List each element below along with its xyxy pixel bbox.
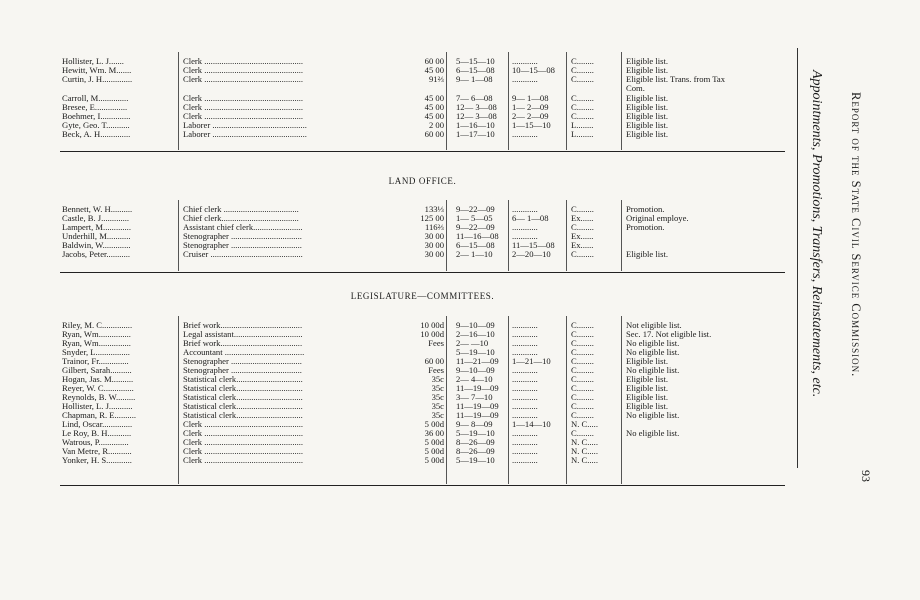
appointment-date: 9—10—09 <box>456 366 495 375</box>
employee-name: Ryan, Wm............... <box>62 339 131 348</box>
appointment-date: 1— 5—05 <box>456 214 493 223</box>
salary-value: 35c <box>431 393 444 402</box>
termination-date: ............ <box>512 75 538 84</box>
remarks-text: Original employe. <box>626 214 689 223</box>
position-title: Clerk .............................................. <box>183 57 304 66</box>
remarks-text: No eligible list. <box>626 411 680 420</box>
employee-name: Lampert, M............. <box>62 223 131 232</box>
remarks-text: Promotion. <box>626 223 665 232</box>
salary-value: 60 00 <box>424 357 444 366</box>
employee-name: Gyte, Geo. T........... <box>62 121 130 130</box>
employee-name: Trainor, Fr.............. <box>62 357 129 366</box>
table-row <box>0 348 920 357</box>
employee-name: Jacobs, Peter........... <box>62 250 131 259</box>
status-code: C........ <box>571 103 594 112</box>
position-title: Brief work...................................... <box>183 321 303 330</box>
salary-value: 36 00 <box>424 429 444 438</box>
status-code: N. C..... <box>571 438 598 447</box>
position-title: Stenographer ................................. <box>183 357 302 366</box>
remarks-text: No eligible list. <box>626 348 680 357</box>
remarks-text: Eligible list. <box>626 94 669 103</box>
termination-date: ............ <box>512 321 538 330</box>
salary-value: 2 00 <box>428 121 444 130</box>
status-code: N. C..... <box>571 447 598 456</box>
table-row <box>0 429 920 438</box>
salary-value: 30 00 <box>424 241 444 250</box>
remarks-text: Eligible list. <box>626 112 669 121</box>
table-row <box>0 321 920 330</box>
table-row <box>0 121 920 130</box>
termination-date: ............ <box>512 205 538 214</box>
status-code: C........ <box>571 393 594 402</box>
remarks-text: Eligible list. <box>626 250 669 259</box>
position-title: Clerk .............................................. <box>183 112 304 121</box>
position-title: Clerk .............................................. <box>183 75 304 84</box>
appointment-date: 5—15—10 <box>456 57 495 66</box>
salary-value: 5 00d <box>424 438 444 447</box>
position-title: Stenographer ................................. <box>183 232 302 241</box>
termination-date: ............ <box>512 384 538 393</box>
table-row <box>0 456 920 465</box>
sidebar-rule <box>797 48 798 468</box>
remarks-text: No eligible list. <box>626 429 680 438</box>
position-title: Clerk .............................................. <box>183 94 304 103</box>
salary-value: 60 00 <box>424 130 444 139</box>
termination-date: ............ <box>512 429 538 438</box>
status-code: C........ <box>571 223 594 232</box>
salary-value: 35c <box>431 411 444 420</box>
status-code: N. C..... <box>571 420 598 429</box>
status-code: C........ <box>571 330 594 339</box>
column-rule <box>566 200 567 271</box>
employee-name: Baldwin, W............. <box>62 241 131 250</box>
appointment-date: 5—19—10 <box>456 348 495 357</box>
column-rule <box>566 316 567 484</box>
remarks-text: Eligible list. <box>626 66 669 75</box>
appointment-date: 5—19—10 <box>456 429 495 438</box>
appointment-date: 12— 3—08 <box>456 112 497 121</box>
salary-value: 91⅔ <box>428 75 444 84</box>
salary-value: Fees <box>428 339 444 348</box>
table-row <box>0 112 920 121</box>
termination-date: ............ <box>512 232 538 241</box>
column-rule <box>508 200 509 271</box>
remarks-text: No eligible list. <box>626 366 680 375</box>
status-code: C........ <box>571 250 594 259</box>
status-code: L........ <box>571 130 594 139</box>
termination-date: ............ <box>512 330 538 339</box>
position-title: Clerk .............................................. <box>183 66 304 75</box>
status-code: C........ <box>571 402 594 411</box>
section-heading: LAND OFFICE. <box>388 176 457 186</box>
column-rule <box>508 52 509 150</box>
appointment-date: 9—22—09 <box>456 205 495 214</box>
status-code: L........ <box>571 121 594 130</box>
termination-date: 2—20—10 <box>512 250 551 259</box>
column-rule <box>446 52 447 150</box>
appointment-date: 6—15—08 <box>456 241 495 250</box>
salary-value: Fees <box>428 366 444 375</box>
column-rule <box>446 200 447 271</box>
termination-date: 1—21—10 <box>512 357 551 366</box>
position-title: Statistical clerk............................... <box>183 402 303 411</box>
appointment-date: 8—26—09 <box>456 447 495 456</box>
remarks-text: No eligible list. <box>626 339 680 348</box>
employee-name: Boehmer, I.............. <box>62 112 131 121</box>
running-subtitle: Appointments, Promotions, Transfers, Reinstatements, etc. <box>809 70 824 398</box>
column-rule <box>621 200 622 271</box>
termination-date: 11—15—08 <box>512 241 555 250</box>
position-title: Laborer ............................................ <box>183 121 307 130</box>
position-title: Stenographer ................................. <box>183 366 302 375</box>
status-code: C........ <box>571 205 594 214</box>
appointment-date: 9— 8—09 <box>456 420 493 429</box>
table-row <box>0 57 920 66</box>
appointment-date: 11—19—09 <box>456 402 499 411</box>
appointment-date: 11—19—09 <box>456 384 499 393</box>
employee-name: Watrous, P.............. <box>62 438 129 447</box>
termination-date: ............ <box>512 366 538 375</box>
remarks-text: Eligible list. <box>626 130 669 139</box>
termination-date: 10—15—08 <box>512 66 555 75</box>
position-title: Clerk .............................................. <box>183 420 304 429</box>
status-code: Ex...... <box>571 232 594 241</box>
salary-value: 30 00 <box>424 250 444 259</box>
appointment-date: 1—16—10 <box>456 121 495 130</box>
employee-name: Riley, M. C.............. <box>62 321 133 330</box>
termination-date: ............ <box>512 130 538 139</box>
employee-name: Hewitt, Wm. M....... <box>62 66 132 75</box>
remarks-text: Eligible list. <box>626 357 669 366</box>
status-code: C........ <box>571 348 594 357</box>
appointment-date: 12— 3—08 <box>456 103 497 112</box>
employee-name: Van Metre, R........... <box>62 447 132 456</box>
employee-name: Hollister, L. J....... <box>62 57 124 66</box>
appointment-date: 6—15—08 <box>456 66 495 75</box>
table-row <box>0 94 920 103</box>
appointment-date: 9—22—09 <box>456 223 495 232</box>
position-title: Clerk .............................................. <box>183 429 304 438</box>
employee-name: Reyer, W. C.............. <box>62 384 134 393</box>
status-code: C........ <box>571 94 594 103</box>
running-title: Report of the State Civil Service Commission. <box>849 92 863 378</box>
status-code: C........ <box>571 339 594 348</box>
termination-date: ............ <box>512 57 538 66</box>
remarks-text: Sec. 17. Not eligible list. <box>626 330 712 339</box>
column-rule <box>178 52 179 150</box>
column-rule <box>621 316 622 484</box>
position-title: Statistical clerk............................... <box>183 393 303 402</box>
salary-value: 45 00 <box>424 103 444 112</box>
appointment-date: 11—19—09 <box>456 411 499 420</box>
status-code: C........ <box>571 75 594 84</box>
employee-name: Hollister, L. J........... <box>62 402 133 411</box>
salary-value: 5 00d <box>424 456 444 465</box>
salary-value: 45 00 <box>424 94 444 103</box>
table-row <box>0 250 920 259</box>
remarks-text: Com. <box>626 84 645 93</box>
position-title: Chief clerk ................................... <box>183 205 299 214</box>
table-row <box>0 393 920 402</box>
table-row <box>0 84 920 93</box>
salary-value: 10 00d <box>420 330 444 339</box>
status-code: C........ <box>571 366 594 375</box>
employee-name: Lind, Oscar.............. <box>62 420 133 429</box>
termination-date: ............ <box>512 375 538 384</box>
salary-value: 5 00d <box>424 447 444 456</box>
status-code: C........ <box>571 66 594 75</box>
status-code: C........ <box>571 429 594 438</box>
termination-date: ............ <box>512 348 538 357</box>
position-title: Clerk .............................................. <box>183 103 304 112</box>
column-rule <box>446 316 447 484</box>
table-row <box>0 438 920 447</box>
remarks-text: Eligible list. <box>626 384 669 393</box>
termination-date: ............ <box>512 393 538 402</box>
column-rule <box>621 52 622 150</box>
appointment-date: 2—16—10 <box>456 330 495 339</box>
salary-value: 116⅔ <box>424 223 444 232</box>
status-code: Ex...... <box>571 241 594 250</box>
remarks-text: Not eligible list. <box>626 321 682 330</box>
termination-date: ............ <box>512 438 538 447</box>
employee-name: Snyder, L................ <box>62 348 130 357</box>
position-title: Clerk .............................................. <box>183 456 304 465</box>
table-row <box>0 402 920 411</box>
table-row <box>0 223 920 232</box>
position-title: Chief clerk.................................... <box>183 214 299 223</box>
position-title: Assistant chief clerk....................... <box>183 223 303 232</box>
status-code: Ex...... <box>571 214 594 223</box>
status-code: C........ <box>571 375 594 384</box>
salary-value: 45 00 <box>424 66 444 75</box>
salary-value: 35c <box>431 375 444 384</box>
employee-name: Curtin, J. H.............. <box>62 75 133 84</box>
termination-date: ............ <box>512 223 538 232</box>
status-code: N. C..... <box>571 456 598 465</box>
status-code: C........ <box>571 112 594 121</box>
status-code: C........ <box>571 57 594 66</box>
salary-value: 5 00d <box>424 420 444 429</box>
status-code: C........ <box>571 357 594 366</box>
position-title: Laborer ............................................ <box>183 130 307 139</box>
table-row <box>0 357 920 366</box>
termination-date: 1—14—10 <box>512 420 551 429</box>
table-row <box>0 375 920 384</box>
column-rule <box>566 52 567 150</box>
termination-date: 9— 1—08 <box>512 94 549 103</box>
salary-value: 30 00 <box>424 232 444 241</box>
employee-name: Bresee, E............... <box>62 103 128 112</box>
position-title: Brief work...................................... <box>183 339 303 348</box>
termination-date: 6— 1—08 <box>512 214 549 223</box>
appointment-date: 5—19—10 <box>456 456 495 465</box>
termination-date: 1—15—10 <box>512 121 551 130</box>
table-row <box>0 130 920 139</box>
position-title: Stenographer ................................. <box>183 241 302 250</box>
position-title: Statistical clerk............................... <box>183 375 303 384</box>
employee-name: Yonker, H. S............ <box>62 456 132 465</box>
employee-name: Castle, B. J............. <box>62 214 130 223</box>
table-row <box>0 447 920 456</box>
salary-value: 10 00d <box>420 321 444 330</box>
employee-name: Chapman, R. E.......... <box>62 411 136 420</box>
table-row <box>0 232 920 241</box>
table-row <box>0 339 920 348</box>
table-row <box>0 103 920 112</box>
remarks-text: Promotion. <box>626 205 665 214</box>
table-row <box>0 411 920 420</box>
position-title: Statistical clerk............................... <box>183 384 303 393</box>
termination-date: ............ <box>512 411 538 420</box>
table-row <box>0 384 920 393</box>
salary-value: 35c <box>431 402 444 411</box>
table-row <box>0 205 920 214</box>
column-rule <box>178 316 179 484</box>
table-row <box>0 214 920 223</box>
employee-name: Reynolds, B. W......... <box>62 393 136 402</box>
position-title: Cruiser ........................................... <box>183 250 303 259</box>
position-title: Clerk .............................................. <box>183 438 304 447</box>
section-rule <box>60 151 785 152</box>
appointment-date: 9— 1—08 <box>456 75 493 84</box>
employee-name: Underhill, M........... <box>62 232 131 241</box>
remarks-text: Eligible list. Trans. from Tax <box>626 75 726 84</box>
remarks-text: Eligible list. <box>626 375 669 384</box>
position-title: Accountant ..................................... <box>183 348 305 357</box>
position-title: Legal assistant................................ <box>183 330 303 339</box>
employee-name: Hogan, Jas. M.......... <box>62 375 134 384</box>
salary-value: 125 00 <box>420 214 444 223</box>
table-row <box>0 420 920 429</box>
appointment-date: 2— 1—10 <box>456 250 493 259</box>
employee-name: Bennett, W. H.......... <box>62 205 133 214</box>
status-code: C........ <box>571 321 594 330</box>
termination-date: ............ <box>512 339 538 348</box>
position-title: Statistical clerk............................... <box>183 411 303 420</box>
appointment-date: 2— —10 <box>456 339 489 348</box>
section-heading: LEGISLATURE—COMMITTEES. <box>350 291 495 301</box>
remarks-text: Eligible list. <box>626 393 669 402</box>
remarks-text: Eligible list. <box>626 121 669 130</box>
termination-date: ............ <box>512 456 538 465</box>
table-row <box>0 75 920 84</box>
table-row <box>0 66 920 75</box>
employee-name: Le Roy, B. H........... <box>62 429 132 438</box>
employee-name: Carroll, M.............. <box>62 94 129 103</box>
section-rule <box>60 272 785 273</box>
salary-value: 133⅓ <box>424 205 444 214</box>
appointment-date: 7— 6—08 <box>456 94 493 103</box>
termination-date: ............ <box>512 402 538 411</box>
employee-name: Gilbert, Sarah.......... <box>62 366 132 375</box>
employee-name: Beck, A. H.............. <box>62 130 131 139</box>
status-code: C........ <box>571 411 594 420</box>
termination-date: 1— 2—09 <box>512 103 549 112</box>
appointment-date: 11—21—09 <box>456 357 499 366</box>
salary-value: 45 00 <box>424 112 444 121</box>
appointment-date: 1—17—10 <box>456 130 495 139</box>
table-row <box>0 330 920 339</box>
salary-value: 35c <box>431 384 444 393</box>
section-rule <box>60 485 785 486</box>
table-row <box>0 366 920 375</box>
appointment-date: 2— 4—10 <box>456 375 493 384</box>
column-rule <box>508 316 509 484</box>
position-title: Clerk .............................................. <box>183 447 304 456</box>
remarks-text: Eligible list. <box>626 103 669 112</box>
termination-date: ............ <box>512 447 538 456</box>
appointment-date: 11—16—08 <box>456 232 499 241</box>
page-number: 93 <box>859 470 873 482</box>
appointment-date: 3— 7—10 <box>456 393 493 402</box>
termination-date: 2— 2—09 <box>512 112 549 121</box>
remarks-text: Eligible list. <box>626 57 669 66</box>
table-row <box>0 241 920 250</box>
status-code: C........ <box>571 384 594 393</box>
remarks-text: Eligible list. <box>626 402 669 411</box>
appointment-date: 9—10—09 <box>456 321 495 330</box>
appointment-date: 8—26—09 <box>456 438 495 447</box>
employee-name: Ryan, Wm............... <box>62 330 131 339</box>
salary-value: 60 00 <box>424 57 444 66</box>
column-rule <box>178 200 179 271</box>
